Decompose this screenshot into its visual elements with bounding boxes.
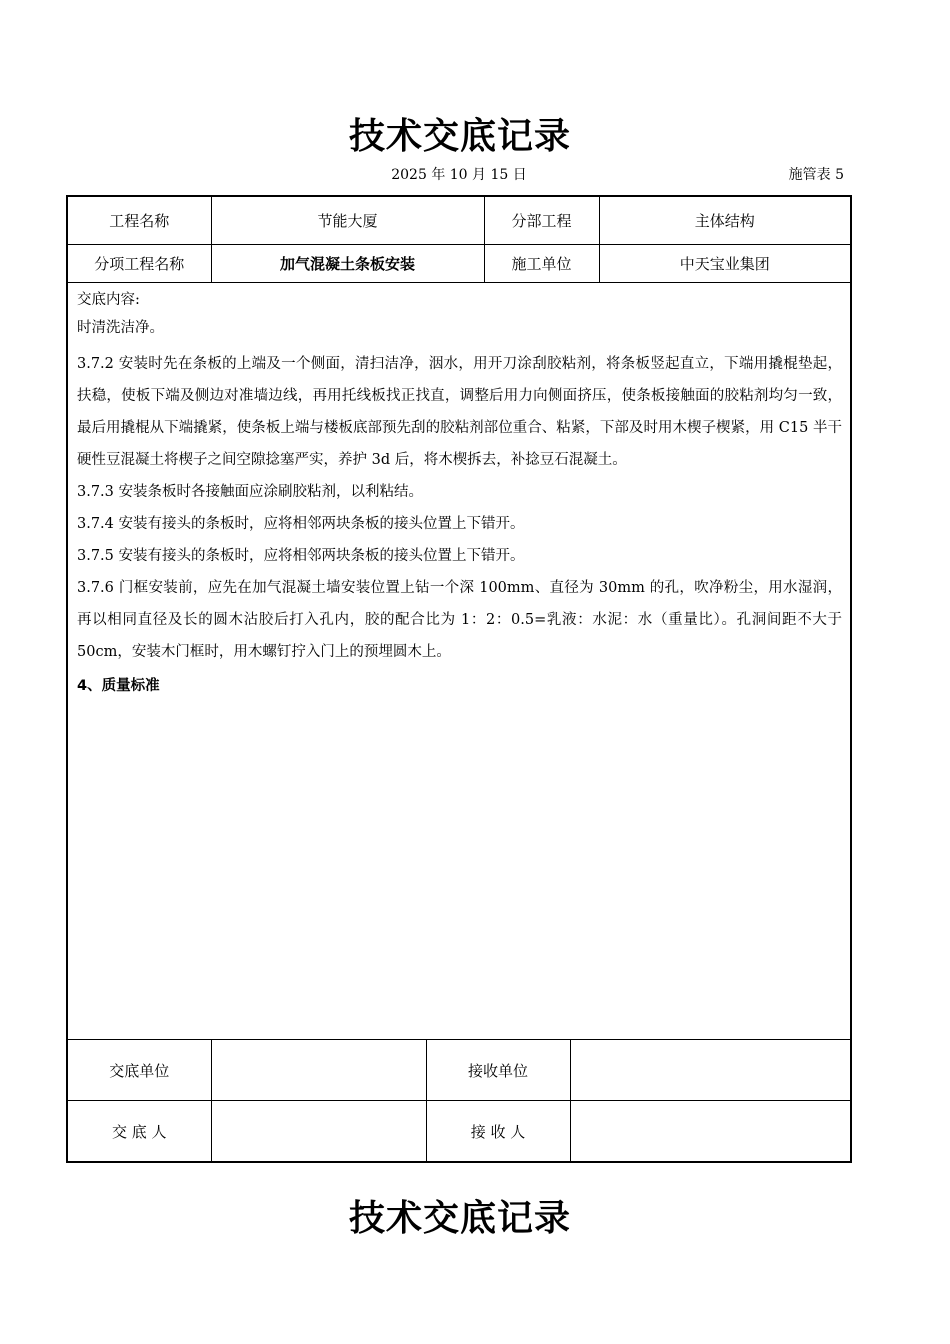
section-heading: 4、质量标准 (77, 678, 160, 694)
content-paragraph: 3.7.5 安装有接头的条板时，应将相邻两块条板的接头位置上下错开。 (77, 548, 525, 564)
project-name-label: 工程名称 (68, 197, 211, 245)
receiver-person-label: 接 收 人 (426, 1101, 570, 1163)
briefing-content (68, 283, 850, 1039)
issuer-unit-field[interactable] (211, 1040, 426, 1101)
document-title: 技术交底记录 (348, 116, 571, 157)
signature-row-units (68, 1040, 850, 1101)
form-number: 施管表 5 (788, 167, 844, 183)
division-label: 分部工程 (484, 197, 599, 245)
receiver-unit-field[interactable] (570, 1040, 850, 1101)
header-row-subitem (68, 245, 850, 283)
issuer-person-field[interactable] (211, 1101, 426, 1163)
content-paragraph: 3.7.4 安装有接头的条板时，应将相邻两块条板的接头位置上下错开。 (77, 516, 525, 532)
signature-table (68, 1039, 850, 1162)
header-table (68, 197, 850, 283)
content-paragraph: 3.7.3 安装条板时各接触面应涂刷胶粘剂，以利粘结。 (77, 484, 424, 500)
meta-row (66, 164, 852, 186)
content-paragraph: 3.7.2 安装时先在条板的上端及一个侧面，清扫洁净，洇水，用开刀涂刮胶粘剂，将条板竖起直立，下端用撬棍垫起，扶稳，使板下端及侧边对准墙边线，再用托线板找正找直，调整后用力向侧面挤压，使条板接触面的胶粘剂均匀一致，最后用撬棍从下端撬紧，使条板上端与楼板底部预先刮的胶粘剂部位重合、粘紧，下部及时用木楔子楔紧，用 C15 半干硬性豆混凝土将楔子之间空隙捻塞严实，养护 3d 后，将木楔拆去，补捻豆石混凝土。 (77, 356, 842, 468)
issuer-unit-label: 交底单位 (68, 1040, 211, 1101)
subitem-label: 分项工程名称 (68, 245, 211, 283)
content-label: 交底内容: (77, 292, 140, 308)
signature-row-persons (68, 1101, 850, 1163)
issuer-person-label: 交 底 人 (68, 1101, 211, 1163)
receiver-person-field[interactable] (570, 1101, 850, 1163)
content-paragraph: 3.7.6 门框安装前，应先在加气混凝土墙安装位置上钻一个深 100mm、直径为 30mm 的孔，吹净粉尘，用水湿润，再以相同直径及长的圆木沾胶后打入孔内，胶的配合比为 1：2：0.5=乳液：水泥：水（重量比）。孔洞间距不大于 50cm，安装木门框时，用木螺钉拧入门上的预埋圆木上。 (77, 580, 842, 660)
receiver-unit-label: 接收单位 (426, 1040, 570, 1101)
document-date: 2025 年 10 月 15 日 (391, 167, 527, 183)
header-row-project (68, 197, 850, 245)
record-sheet (66, 195, 852, 1163)
next-page-title: 技术交底记录 (348, 1198, 571, 1239)
contractor-label: 施工单位 (484, 245, 599, 283)
division-value: 主体结构 (599, 197, 850, 245)
contractor-value: 中天宝业集团 (599, 245, 850, 283)
content-paragraph: 时清洗洁净。 (77, 320, 164, 336)
subitem-value: 加气混凝土条板安装 (211, 245, 484, 283)
project-name-value: 节能大厦 (211, 197, 484, 245)
